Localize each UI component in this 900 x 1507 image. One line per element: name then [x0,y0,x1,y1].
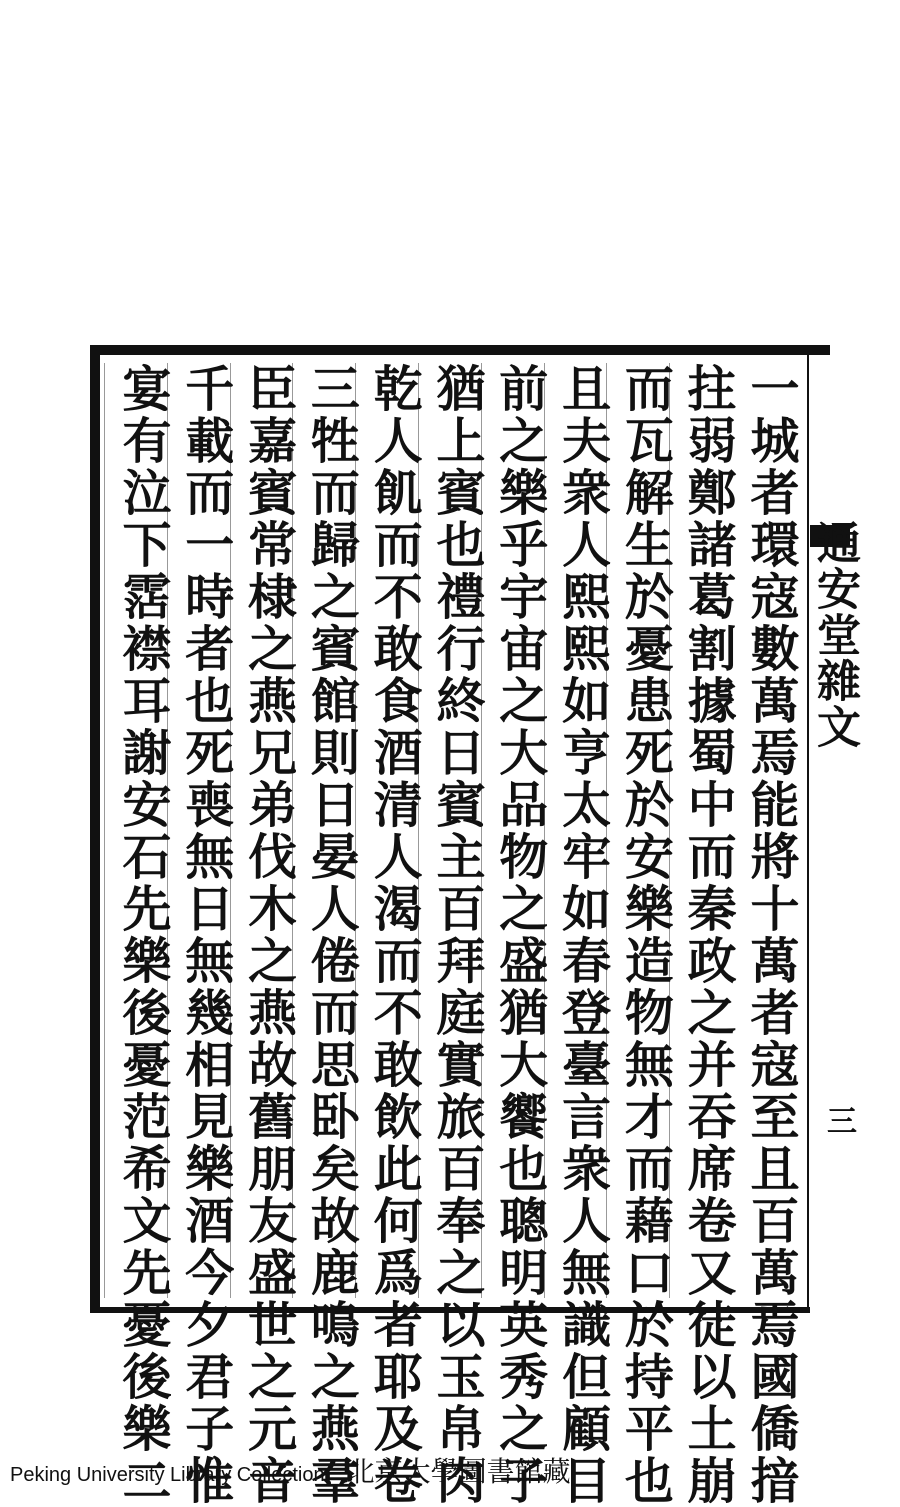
column-text: 乾人飢而不敢食酒清人渴而不敢飲此何爲者耶及卷 [366,363,425,1507]
text-column-6 [428,363,487,1507]
text-column-9 [240,363,299,1507]
column-text: 宴有泣下霑襟耳謝安石先樂後憂范希文先憂後樂二 [115,363,173,1507]
footer-english: Peking University Library Collection [10,1464,325,1486]
text-column-8 [303,363,362,1507]
margin-strip [810,355,900,1315]
footer-chinese: 北京大學圖書館藏 [346,1455,571,1488]
column-rule [104,363,105,1298]
column-text: 拄弱鄭諸葛割據蜀中而秦政之并吞席卷又徒以土崩 [680,363,739,1507]
page-number: 三 [821,1105,856,1135]
text-column-11 [115,363,173,1507]
text-column-7 [366,363,425,1507]
margin-title: 通安堂雜文 [809,520,860,750]
column-text: 而瓦解生於憂患死於安樂造物無才而藉口於持平也 [617,363,676,1507]
footer [10,1450,890,1490]
frame-left-border [90,345,100,1313]
column-text: 一城者環寇數萬焉能將十萬者寇至且百萬焉國僑揞 [742,363,801,1507]
text-column-1 [742,363,801,1507]
column-text: 前之樂乎宇宙之大品物之盛猶大饗也聰明英秀之子 [491,363,550,1507]
text-column-5 [491,363,550,1507]
frame-right-rule [807,345,809,1313]
frame-top-border [90,345,830,355]
text-column-2 [680,363,739,1507]
text-column-3 [617,363,676,1507]
column-text: 臣嘉賓常棣之燕兄弟伐木之燕故舊朋友盛世之元音 [240,363,299,1507]
column-text: 猶上賓也禮行終日賓主百拜庭實旅百奉之以玉帛肉 [428,363,487,1507]
column-text: 且夫衆人熙熙如亨太牢如春登臺言衆人無識但顧目 [554,363,613,1507]
text-column-10 [177,363,236,1507]
column-text: 三牲而歸之賓館則日晏人倦而思卧矣故鹿鳴之燕羣 [303,363,362,1507]
text-column-4 [554,363,613,1507]
column-text: 千載而一時者也死喪無日無幾相見樂酒今夕君子惟 [177,363,236,1507]
